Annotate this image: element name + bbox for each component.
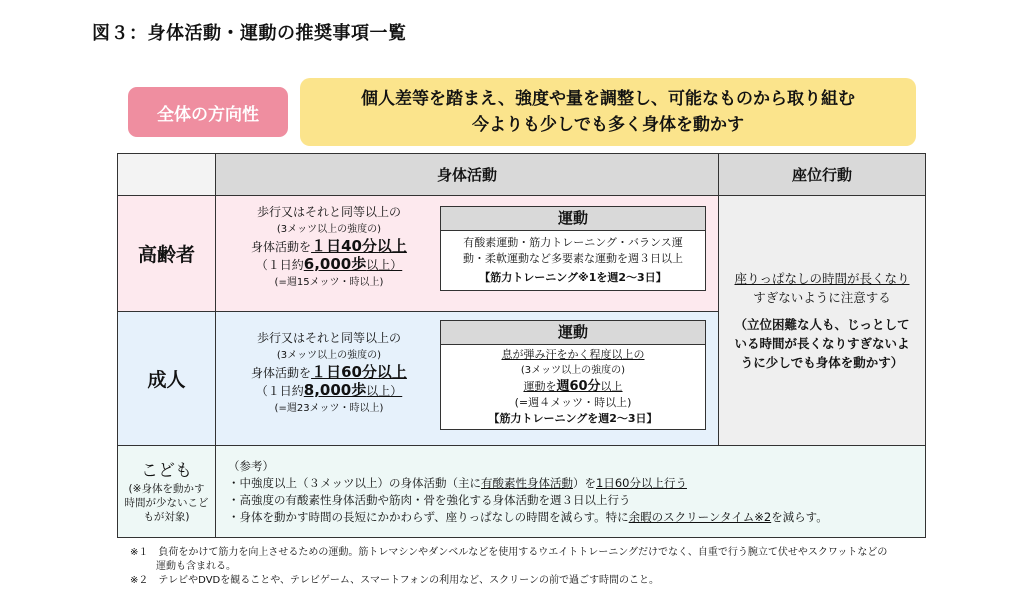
elderly-line-4: （１日約6,000歩以上） — [255, 255, 403, 273]
children-bullet-1: ・中強度以上（３メッツ以上）の身体活動（主に有酸素性身体活動）を1日60分以上行う — [228, 475, 687, 490]
elderly-exercise-line-2: 動・柔軟運動など多要素な運動を週３日以上 — [463, 252, 683, 265]
adult-exercise-line-3: 運動を週60分以上 — [523, 379, 623, 394]
adult-line-5: (=週23メッツ・時以上) — [274, 403, 384, 414]
adult-activity-cell — [216, 312, 719, 446]
sedentary-line-5: うに少しでも身体を動かす） — [740, 355, 904, 370]
elderly-exercise-line-3: 【筋力トレーニング※1を週2～3日】 — [479, 271, 667, 284]
children-bullet-3: ・身体を動かす時間の長短にかかわらず、座りっぱなしの時間を減らす。特に余暇のスクリーンタイム※2を減らす。 — [228, 509, 828, 524]
elderly-line-5: (=週15メッツ・時以上) — [274, 277, 384, 288]
elderly-line-2: (3メッツ以上の強度の) — [276, 224, 382, 235]
children-bullet-2: ・高強度の有酸素性身体活動や筋肉・骨を強化する身体活動を週３日以上行う — [228, 492, 631, 507]
elderly-line-1: 歩行又はそれと同等以上の — [256, 205, 401, 219]
sedentary-cell — [719, 196, 926, 446]
row-label-elderly: 高齢者 — [118, 196, 216, 312]
banner-line-1: 個人差等を踏まえ、強度や量を調整し、可能なものから取り組む — [360, 89, 856, 109]
figure-title: 図３：身体活動・運動の推奨事項一覧 — [92, 23, 407, 44]
adult-exercise-line-5: 【筋力トレーニングを週2～3日】 — [488, 412, 658, 425]
recommendation-table — [117, 153, 926, 538]
sedentary-line-2: すぎないように注意する — [753, 290, 891, 305]
elderly-exercise-title: 運動 — [441, 207, 705, 231]
adult-exercise-line-4: (=週４メッツ・時以上) — [514, 396, 632, 409]
sedentary-line-1: 座りっぱなしの時間が長くなり — [734, 271, 910, 286]
overall-direction-banner — [300, 78, 916, 146]
row-label-adult: 成人 — [118, 312, 216, 446]
row-label-children — [118, 446, 216, 538]
elderly-activity-text — [220, 204, 438, 291]
elderly-activity-cell — [216, 196, 719, 312]
footnote-1 — [130, 546, 887, 574]
children-reference: （参考） — [228, 458, 274, 473]
adult-exercise-line-2: (3メッツ以上の強度の) — [520, 365, 626, 376]
children-label: こども — [141, 460, 192, 481]
elderly-line-3: 身体活動を１日40分以上 — [251, 237, 407, 255]
children-sublabel: (※身体を動かす時間が少ないこどもが対象) — [124, 482, 209, 523]
footnote-1-line-1: ※１ 負荷をかけて筋力を向上させるための運動。筋トレマシンやダンベルなどを使用するウエイトトレーニングだけでなく、自重で行う腕立て伏せやスクワットなどの — [130, 547, 888, 558]
overall-direction-label: 全体の方向性 — [128, 87, 288, 137]
header-physical-activity: 身体活動 — [216, 154, 719, 196]
elderly-exercise-box — [440, 206, 706, 291]
footnote-1-line-2: 運動も含まれる。 — [156, 561, 236, 572]
elderly-exercise-line-1: 有酸素運動・筋力トレーニング・バランス運 — [463, 236, 683, 249]
sedentary-line-3: （立位困難な人も、じっとして — [734, 317, 910, 332]
banner-line-2: 今よりも少しでも多く身体を動かす — [472, 115, 744, 135]
sedentary-line-4: いる時間が長くなりすぎないよ — [734, 336, 910, 351]
children-cell — [216, 446, 926, 538]
header-sedentary: 座位行動 — [719, 154, 926, 196]
adult-line-3: 身体活動を１日60分以上 — [251, 363, 407, 381]
footnote-2: ※２ テレビやDVDを観ることや、テレビゲーム、スマートフォンの利用など、スクリーンの前で過ごす時間のこと。 — [130, 575, 659, 586]
adult-exercise-line-1: 息が弾み汗をかく程度以上の — [501, 348, 645, 361]
adult-line-2: (3メッツ以上の強度の) — [276, 350, 382, 361]
adult-exercise-box — [440, 320, 706, 430]
adult-line-4: （１日約8,000歩以上） — [255, 381, 403, 399]
adult-activity-text — [220, 330, 438, 417]
header-corner — [118, 154, 216, 196]
adult-line-1: 歩行又はそれと同等以上の — [256, 331, 401, 345]
adult-exercise-title: 運動 — [441, 321, 705, 345]
